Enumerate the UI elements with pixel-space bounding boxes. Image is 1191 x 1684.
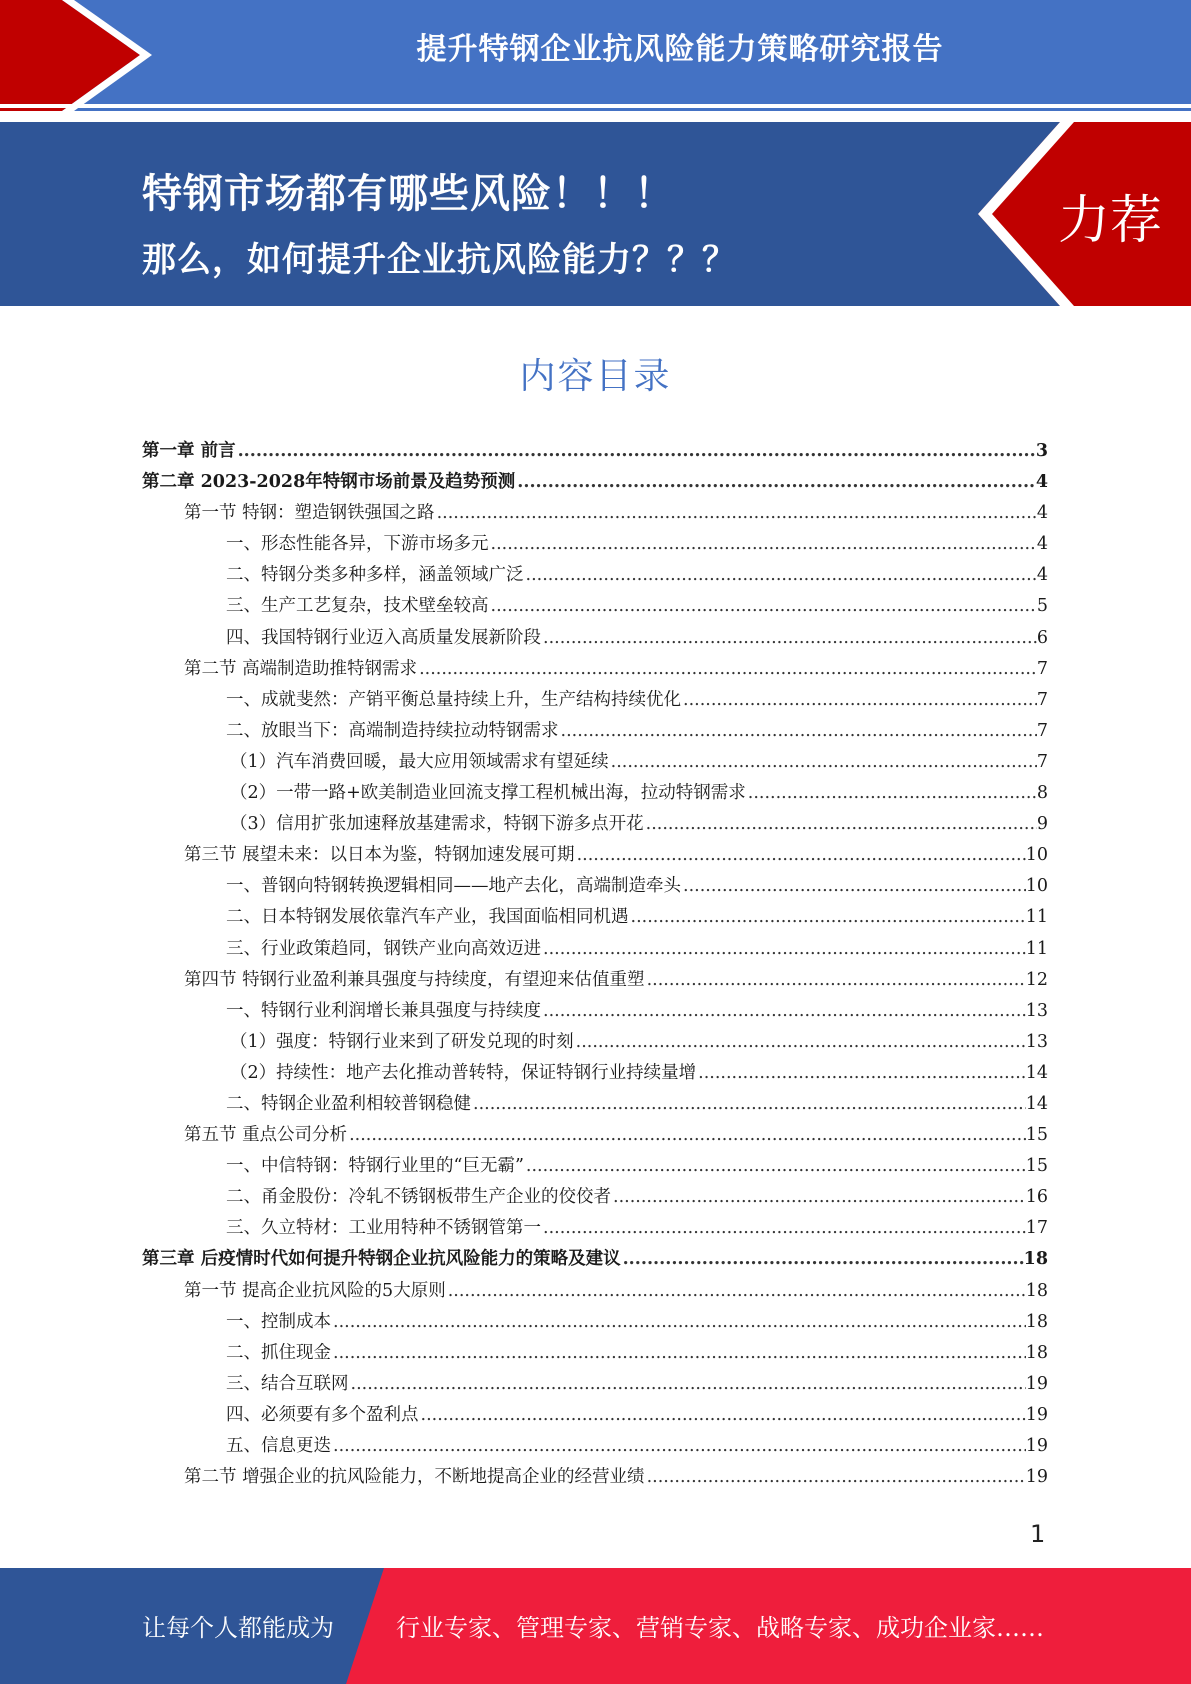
footer-slogan-right: 行业专家、管理专家、营销专家、战略专家、成功企业家…… [396, 1614, 1044, 1642]
toc-leader-dots [629, 907, 1026, 927]
toc-entry-page: 7 [1036, 658, 1048, 679]
toc-entry-title: （1）强度：特钢行业来到了研发兑现的时刻 [230, 1031, 574, 1052]
toc-leader-dots [331, 1436, 1026, 1456]
toc-entry[interactable] [142, 1370, 1048, 1401]
toc-entry[interactable] [142, 966, 1048, 997]
toc-entry-page: 4 [1035, 472, 1048, 493]
table-of-contents [142, 437, 1048, 1494]
toc-entry-title: 二、抓住现金 [226, 1342, 331, 1363]
toc-leader-dots [331, 1343, 1026, 1363]
toc-entry-page: 19 [1025, 1373, 1048, 1394]
toc-entry-title: 一、普钢向特钢转换逻辑相同——地产去化，高端制造牵头 [226, 876, 681, 897]
toc-entry[interactable] [142, 935, 1048, 966]
toc-entry-page: 13 [1025, 1031, 1048, 1052]
toc-entry-title: 二、特钢企业盈利相较普钢稳健 [226, 1093, 471, 1114]
toc-leader-dots [489, 596, 1037, 616]
toc-entry-title: 第一节 提高企业抗风险的5大原则 [184, 1280, 446, 1301]
toc-entry-page: 7 [1036, 751, 1048, 772]
toc-leader-dots [645, 1467, 1026, 1487]
toc-entry-title: 一、形态性能各异，下游市场多元 [226, 534, 489, 555]
toc-entry[interactable] [142, 499, 1048, 530]
toc-entry-title: 三、久立特材：工业用特种不锈钢管第一 [226, 1218, 541, 1239]
toc-entry-title: 一、特钢行业利润增长兼具强度与持续度 [226, 1000, 541, 1021]
toc-title: 内容目录 [519, 356, 672, 397]
toc-leader-dots [611, 1187, 1026, 1207]
toc-entry[interactable] [142, 1339, 1048, 1370]
toc-entry-page: 15 [1025, 1156, 1048, 1177]
toc-entry-page: 14 [1025, 1062, 1048, 1083]
toc-leader-dots [559, 721, 1037, 741]
toc-entry-page: 8 [1036, 783, 1048, 804]
toc-entry-page: 18 [1023, 1249, 1048, 1270]
toc-entry[interactable] [142, 717, 1048, 748]
toc-entry[interactable] [142, 1121, 1048, 1152]
toc-leader-dots [696, 1063, 1026, 1083]
toc-entry-page: 7 [1036, 689, 1048, 710]
toc-entry-title: 二、放眼当下：高端制造持续拉动特钢需求 [226, 720, 559, 741]
toc-entry-page: 5 [1036, 596, 1048, 617]
toc-entry-title: 第三章 后疫情时代如何提升特钢企业抗风险能力的策略及建议 [142, 1249, 621, 1270]
header-divider [0, 104, 1191, 108]
toc-entry[interactable] [142, 468, 1048, 499]
toc-entry-title: 二、甬金股份：冷轧不锈钢板带生产企业的佼佼者 [226, 1187, 611, 1208]
toc-entry-title: （2）持续性：地产去化推动普转特，保证特钢行业持续量增 [230, 1062, 697, 1083]
toc-leader-dots [489, 534, 1037, 554]
toc-entry-title: 一、中信特钢：特钢行业里的“巨无霸” [226, 1156, 524, 1177]
toc-leader-dots [515, 472, 1036, 492]
toc-entry-page: 18 [1025, 1280, 1048, 1301]
toc-entry-title: 第四节 特钢行业盈利兼具强度与持续度，有望迎来估值重塑 [184, 969, 645, 990]
toc-entry-title: 二、日本特钢发展依靠汽车产业，我国面临相同机遇 [226, 907, 629, 928]
toc-entry[interactable] [142, 1183, 1048, 1214]
toc-entry[interactable] [142, 841, 1048, 872]
toc-entry[interactable] [142, 1432, 1048, 1463]
toc-entry-title: （3）信用扩张加速释放基建需求，特钢下游多点开花 [230, 814, 644, 835]
toc-leader-dots [681, 876, 1026, 896]
toc-leader-dots [644, 814, 1037, 834]
toc-leader-dots [349, 1374, 1026, 1394]
toc-entry[interactable] [142, 437, 1048, 468]
toc-leader-dots [541, 1001, 1026, 1021]
toc-leader-dots [746, 783, 1037, 803]
toc-entry[interactable] [142, 1059, 1048, 1090]
toc-entry[interactable] [142, 1245, 1048, 1276]
toc-entry-page: 14 [1025, 1093, 1048, 1114]
toc-entry-page: 7 [1036, 720, 1048, 741]
toc-leader-dots [347, 1125, 1026, 1145]
toc-entry-page: 11 [1025, 938, 1048, 959]
toc-entry-page: 4 [1036, 534, 1048, 555]
footer-slogan-left: 让每个人都能成为 [142, 1614, 334, 1642]
toc-entry-title: 第二节 高端制造助推特钢需求 [184, 658, 418, 679]
toc-entry-title: 四、我国特钢行业迈入高质量发展新阶段 [226, 627, 541, 648]
toc-leader-dots [681, 690, 1037, 710]
toc-leader-dots [645, 970, 1026, 990]
toc-leader-dots [609, 752, 1037, 772]
header-bar [0, 0, 1191, 111]
toc-entry[interactable] [142, 779, 1048, 810]
toc-entry-page: 11 [1025, 907, 1048, 928]
page-number: 1 [1030, 1520, 1046, 1548]
toc-entry-title: 三、结合互联网 [226, 1373, 349, 1394]
headline-subquestion: 那么，如何提升企业抗风险能力？？？ [142, 240, 737, 280]
toc-entry[interactable] [142, 624, 1048, 655]
toc-entry-title: 第一章 前言 [142, 441, 236, 461]
toc-leader-dots [446, 1281, 1026, 1301]
toc-entry-title: 一、控制成本 [226, 1311, 331, 1332]
toc-entry[interactable] [142, 655, 1048, 686]
toc-entry-title: 三、生产工艺复杂，技术壁垒较高 [226, 596, 489, 617]
toc-entry[interactable] [142, 1308, 1048, 1339]
toc-leader-dots [331, 1312, 1026, 1332]
toc-entry-page: 17 [1025, 1218, 1048, 1239]
toc-entry-page: 15 [1025, 1125, 1048, 1146]
toc-entry-page: 12 [1025, 969, 1048, 990]
recommend-badge: 力荐 [1058, 191, 1163, 251]
toc-entry[interactable] [142, 1277, 1048, 1308]
report-title: 提升特钢企业抗风险能力策略研究报告 [416, 32, 944, 67]
toc-leader-dots [417, 659, 1037, 679]
toc-entry[interactable] [142, 1152, 1048, 1183]
toc-entry[interactable] [142, 1401, 1048, 1432]
toc-entry-title: 三、行业政策趋同，钢铁产业向高效迈进 [226, 938, 541, 959]
toc-entry[interactable] [142, 1028, 1048, 1059]
toc-entry[interactable] [142, 1463, 1048, 1494]
toc-entry-title: 第五节 重点公司分析 [184, 1125, 348, 1146]
toc-entry-page: 4 [1036, 565, 1048, 586]
toc-entry-title: 第二章 2023-2028年特钢市场前景及趋势预测 [142, 472, 516, 493]
toc-leader-dots [524, 565, 1037, 585]
toc-entry-page: 10 [1025, 876, 1048, 897]
toc-leader-dots [419, 1405, 1026, 1425]
toc-entry[interactable] [142, 748, 1048, 779]
toc-entry[interactable] [142, 1090, 1048, 1121]
toc-entry[interactable] [142, 997, 1048, 1028]
toc-entry-page: 19 [1025, 1436, 1048, 1456]
toc-entry-title: 四、必须要有多个盈利点 [226, 1404, 419, 1425]
toc-entry-page: 9 [1036, 814, 1048, 835]
toc-entry[interactable] [142, 872, 1048, 903]
toc-entry-title: （1）汽车消费回暖，最大应用领域需求有望延续 [230, 751, 609, 772]
toc-leader-dots [621, 1249, 1024, 1269]
toc-leader-dots [575, 845, 1026, 865]
toc-leader-dots [574, 1032, 1026, 1052]
toc-entry-page: 13 [1025, 1000, 1048, 1021]
footer-bar [0, 1568, 1191, 1684]
toc-leader-dots [435, 503, 1037, 523]
toc-entry[interactable] [142, 592, 1048, 623]
toc-leader-dots [471, 1094, 1026, 1114]
headline-question: 特钢市场都有哪些风险！！！ [142, 171, 675, 217]
toc-entry[interactable] [142, 530, 1048, 561]
headline-banner [0, 122, 1191, 306]
toc-leader-dots [541, 1218, 1026, 1238]
toc-entry-page: 18 [1025, 1342, 1048, 1363]
toc-leader-dots [236, 441, 1036, 461]
toc-entry-title: （2）一带一路+欧美制造业回流支撑工程机械出海，拉动特钢需求 [230, 783, 746, 804]
toc-entry-page: 10 [1025, 845, 1048, 866]
toc-entry-page: 6 [1036, 627, 1048, 648]
toc-entry-page: 16 [1025, 1187, 1048, 1208]
toc-entry-page: 3 [1035, 441, 1048, 461]
toc-entry-title: 五、信息更迭 [226, 1436, 331, 1456]
toc-leader-dots [541, 628, 1037, 648]
toc-entry-title: 第一节 特钢：塑造钢铁强国之路 [184, 503, 435, 524]
toc-entry-page: 19 [1025, 1404, 1048, 1425]
toc-entry[interactable] [142, 903, 1048, 934]
toc-entry-page: 4 [1036, 503, 1048, 524]
toc-entry[interactable] [142, 1214, 1048, 1245]
chevron-decoration [0, 0, 170, 111]
toc-entry[interactable] [142, 810, 1048, 841]
toc-entry-title: 第二节 增强企业的抗风险能力，不断地提高企业的经营业绩 [184, 1467, 645, 1488]
toc-entry-title: 第三节 展望未来：以日本为鉴，特钢加速发展可期 [184, 845, 575, 866]
toc-entry-page: 19 [1025, 1467, 1048, 1488]
toc-leader-dots [524, 1156, 1026, 1176]
toc-entry-title: 二、特钢分类多种多样，涵盖领域广泛 [226, 565, 524, 586]
toc-entry-title: 一、成就斐然：产销平衡总量持续上升，生产结构持续优化 [226, 689, 681, 710]
toc-leader-dots [541, 939, 1026, 959]
toc-entry[interactable] [142, 686, 1048, 717]
toc-entry[interactable] [142, 561, 1048, 592]
toc-entry-page: 18 [1025, 1311, 1048, 1332]
